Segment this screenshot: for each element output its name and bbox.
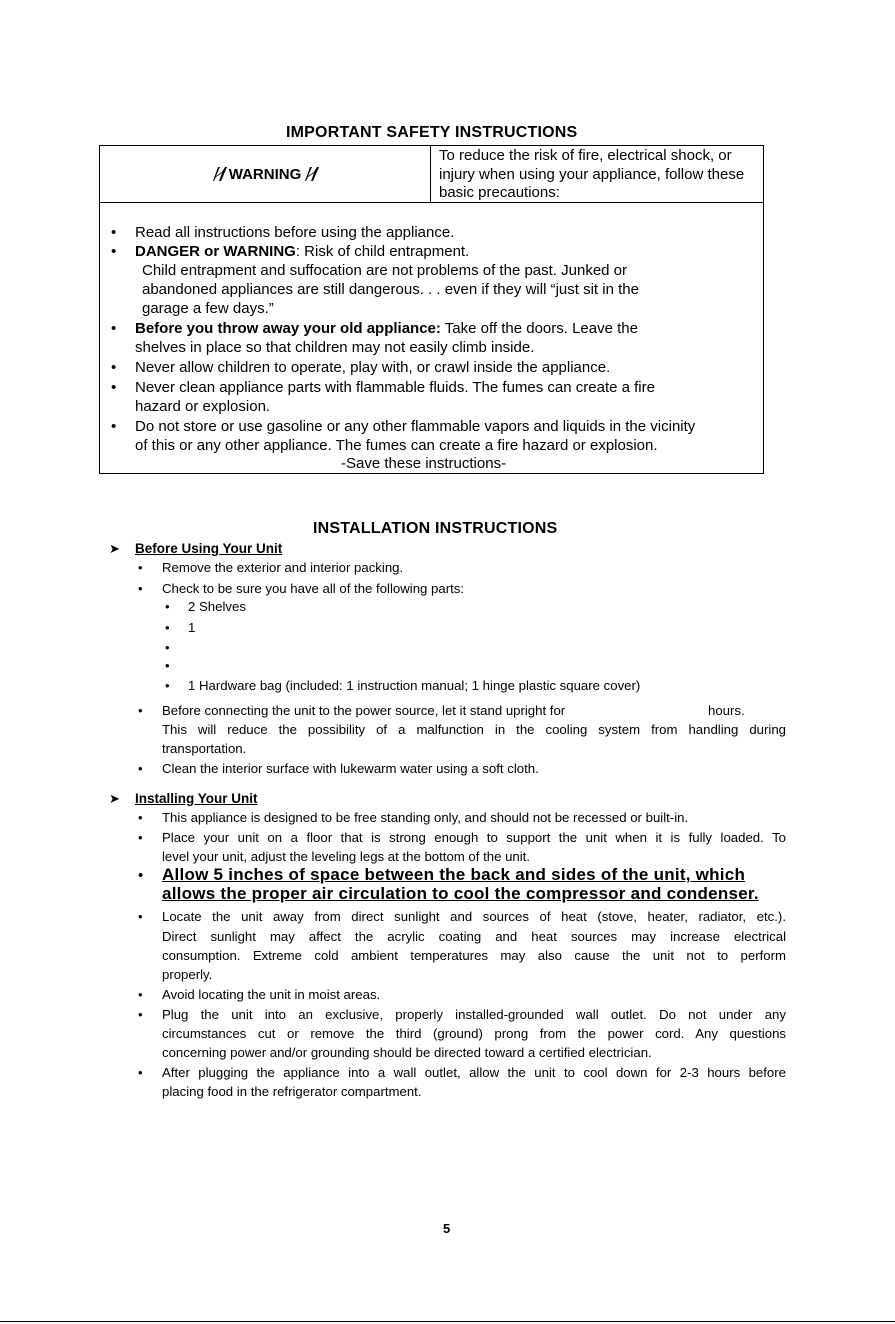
warning-text: WARNING xyxy=(228,165,302,183)
bullet-dot xyxy=(138,1064,143,1083)
plug-line: Plug the unit into an exclusive, properly installed-grounded wall outlet. Do not under any xyxy=(162,1007,786,1022)
bullet-dot xyxy=(138,867,143,886)
locate-line: Direct sunlight may affect the acrylic coating and heat sources may increase electrical xyxy=(162,929,786,944)
after-line: After plugging the appliance into a wall outlet, allow the unit to cool down for 2-3 hours before xyxy=(162,1065,786,1080)
store-line: of this or any other appliance. The fumes can create a fire hazard or explosion. xyxy=(135,437,658,454)
installing-heading: Installing Your Unit xyxy=(135,791,258,806)
safety-item-danger xyxy=(135,243,469,262)
installation-title: INSTALLATION INSTRUCTIONS xyxy=(313,520,558,537)
arrow-bullet-icon: ➤ xyxy=(109,541,120,556)
entrapment-line: Child entrapment and suffocation are not problems of the past. Junked or xyxy=(142,262,628,279)
bullet-dot xyxy=(138,702,143,721)
bullet-dot xyxy=(111,359,116,378)
arrow-bullet-icon: ➤ xyxy=(109,791,120,806)
bullet-dot xyxy=(111,224,116,243)
bullet-dot xyxy=(138,986,143,1005)
bullet-dot xyxy=(165,677,170,696)
connect-hours: hours. xyxy=(708,703,745,718)
connect-line: Before connecting the unit to the power source, let it stand upright for xyxy=(162,703,566,718)
warning-label xyxy=(100,146,430,202)
connect-line: transportation. xyxy=(162,741,247,756)
bullet-dot xyxy=(111,379,116,398)
danger-label: DANGER or WARNING xyxy=(135,243,296,260)
bottom-rule xyxy=(0,1321,895,1322)
bullet-dot xyxy=(138,1006,143,1025)
part-hardware-bag: 1 Hardware bag (included: 1 instruction manual; 1 hinge plastic square cover) xyxy=(188,678,641,693)
before-using-heading: Before Using Your Unit xyxy=(135,541,283,556)
plug-line: circumstances cut or remove the third (ground) prong from the power cord. Any questions xyxy=(162,1026,786,1041)
bullet-dot xyxy=(165,657,170,676)
safety-item-store: Do not store or use gasoline or any other flammable vapors and liquids in the vicinity xyxy=(135,418,696,435)
bullet-dot xyxy=(138,760,143,779)
safety-item-throw-away xyxy=(135,320,638,339)
check-parts: Check to be sure you have all of the following parts: xyxy=(162,581,465,596)
after-line: placing food in the refrigerator compartment. xyxy=(162,1084,422,1099)
safety-item-children: Never allow children to operate, play with, or crawl inside the appliance. xyxy=(135,359,611,376)
header-divider-vertical xyxy=(430,146,431,202)
bullet-dot xyxy=(138,829,143,848)
part-shelves: 2 Shelves xyxy=(188,599,246,614)
allow-space-line: allows the proper air circulation to cool the compressor and condenser. xyxy=(162,884,759,903)
clean-interior: Clean the interior surface with lukewarm water using a soft cloth. xyxy=(162,761,539,776)
bullet-dot xyxy=(111,418,116,437)
part-item: 1 xyxy=(188,620,196,635)
header-divider-horizontal xyxy=(100,202,763,203)
locate-line: Locate the unit away from direct sunlight and sources of heat (stove, heater, radiator, etc.). xyxy=(162,909,786,924)
locate-line: consumption. Extreme cold ambient temperatures may also cause the unit not to perform xyxy=(162,948,786,963)
remove-packing: Remove the exterior and interior packing. xyxy=(162,560,404,575)
free-standing: This appliance is designed to be free standing only, and should not be recessed or built-in. xyxy=(162,810,689,825)
bullet-dot xyxy=(138,559,143,578)
bullet-dot xyxy=(165,619,170,638)
bullet-dot xyxy=(111,243,116,262)
page-number: 5 xyxy=(443,1221,451,1236)
warning-slash-icon xyxy=(211,166,227,182)
floor-line: level your unit, adjust the leveling legs at the bottom of the unit. xyxy=(162,849,531,864)
warning-slash-icon xyxy=(303,166,319,182)
bullet-dot xyxy=(111,320,116,339)
clean-line: hazard or explosion. xyxy=(135,398,271,415)
bullet-dot xyxy=(138,580,143,599)
throw-away-text: Take off the doors. Leave the xyxy=(440,320,638,337)
precaution-text: To reduce the risk of fire, electrical shock, or injury when using your appliance, follow these basic precautions: xyxy=(439,147,745,201)
allow-space-line: Allow 5 inches of space between the back and sides of the unit, which xyxy=(162,865,746,884)
locate-line: properly. xyxy=(162,967,213,982)
throw-away-line: shelves in place so that children may not easily climb inside. xyxy=(135,339,535,356)
moist-areas: Avoid locating the unit in moist areas. xyxy=(162,987,381,1002)
entrapment-line: garage a few days.” xyxy=(142,300,274,317)
bullet-dot xyxy=(138,809,143,828)
danger-text: : Risk of child entrapment. xyxy=(295,243,470,260)
connect-line: This will reduce the possibility of a malfunction in the cooling system from handling during xyxy=(162,722,786,737)
throw-away-label: Before you throw away your old appliance: xyxy=(135,320,441,337)
safety-title: IMPORTANT SAFETY INSTRUCTIONS xyxy=(286,124,578,141)
save-instructions: -Save these instructions- xyxy=(341,455,507,472)
safety-item-read: Read all instructions before using the appliance. xyxy=(135,224,455,241)
bullet-dot xyxy=(165,639,170,658)
entrapment-line: abandoned appliances are still dangerous. . . even if they will “just sit in the xyxy=(142,281,639,298)
bullet-dot xyxy=(165,598,170,617)
floor-line: Place your unit on a floor that is strong enough to support the unit when it is fully loaded. To xyxy=(162,830,786,845)
bullet-dot xyxy=(138,908,143,927)
plug-line: concerning power and/or grounding should be directed toward a certified electrician. xyxy=(162,1045,652,1060)
safety-item-clean: Never clean appliance parts with flammable fluids. The fumes can create a fire xyxy=(135,379,655,396)
